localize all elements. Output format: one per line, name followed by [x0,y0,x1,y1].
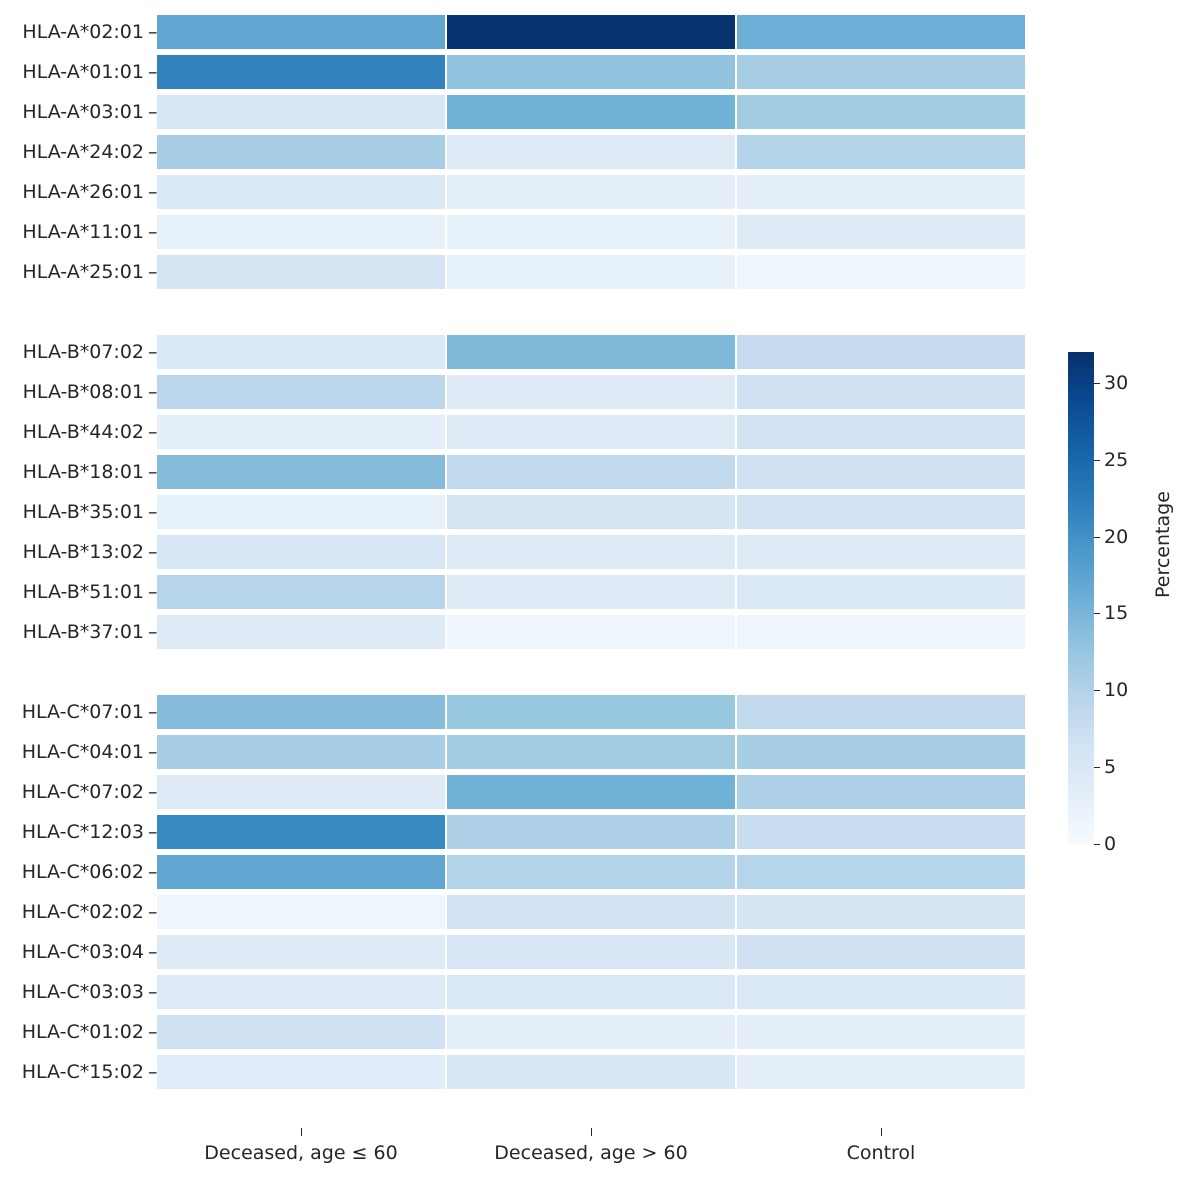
heatmap-cell [157,135,445,169]
y-axis-tick-label: HLA-A*02:01 [22,21,144,43]
y-axis-tick-mark: – [148,420,158,443]
heatmap-cell [737,735,1025,769]
heatmap-cell [447,55,735,89]
heatmap-row-cells [156,812,1060,852]
heatmap-cell [157,935,445,969]
heatmap-row [0,252,1060,292]
heatmap-cell [157,695,445,729]
heatmap-cell [157,95,445,129]
heatmap-cell [157,335,445,369]
y-axis-tick-label: HLA-A*01:01 [22,61,144,83]
y-axis-tick-mark: – [148,900,158,923]
colorbar-tick-mark [1094,383,1100,384]
heatmap-cell [157,175,445,209]
colorbar-tick-label: 25 [1104,448,1129,471]
heatmap-row [0,492,1060,532]
y-axis-tick-label: HLA-A*03:01 [22,101,144,123]
heatmap-cell [447,1055,735,1089]
y-axis-tick-mark: – [148,100,158,123]
heatmap-cell [157,255,445,289]
heatmap-cell [737,15,1025,49]
y-axis-tick-mark: – [148,220,158,243]
heatmap-cell [447,735,735,769]
heatmap-row [0,372,1060,412]
colorbar-tick-label: 10 [1104,679,1129,702]
heatmap-cell [157,215,445,249]
y-axis-tick-label: HLA-C*15:02 [21,1061,144,1083]
heatmap-cell [447,455,735,489]
heatmap-cell [447,695,735,729]
heatmap-row-cells [156,412,1060,452]
y-axis-tick-mark: – [148,60,158,83]
heatmap-cell [737,495,1025,529]
y-axis-tick-mark: – [148,460,158,483]
heatmap-cell [157,615,445,649]
heatmap-cell [447,775,735,809]
heatmap-row-cells [156,332,1060,372]
colorbar-tick-mark [1094,690,1100,691]
heatmap-row-cells [156,732,1060,772]
heatmap-row [0,932,1060,972]
heatmap-row-cells [156,692,1060,732]
heatmap-row-cells [156,572,1060,612]
heatmap-row-cells [156,1012,1060,1052]
heatmap-cell [157,535,445,569]
heatmap-row [0,12,1060,52]
heatmap-cell [737,1015,1025,1049]
heatmap-row [0,972,1060,1012]
heatmap-cell [157,1055,445,1089]
heatmap-row [0,572,1060,612]
heatmap-row [0,812,1060,852]
heatmap-row-cells [156,652,1060,692]
y-axis-tick-label: HLA-C*07:02 [21,781,144,803]
heatmap-cell [737,55,1025,89]
heatmap-cell [157,575,445,609]
heatmap-cell [447,255,735,289]
heatmap-cell [737,575,1025,609]
heatmap-cell [157,375,445,409]
heatmap-row [0,692,1060,732]
x-axis-tick-mark [881,1128,882,1136]
heatmap-cell [737,455,1025,489]
y-axis-tick-mark: – [148,140,158,163]
heatmap-cell [737,335,1025,369]
y-axis-tick-label: HLA-A*26:01 [22,181,144,203]
heatmap-row [0,132,1060,172]
heatmap-cell [447,855,735,889]
heatmap-cell [447,95,735,129]
heatmap-cell [157,415,445,449]
y-axis-tick-mark: – [148,580,158,603]
y-axis-tick-label: HLA-C*03:03 [21,981,144,1003]
heatmap-cell [447,935,735,969]
heatmap-cell [737,375,1025,409]
y-axis-tick-mark: – [148,540,158,563]
heatmap-cell [447,1015,735,1049]
y-axis-tick-mark: – [148,780,158,803]
y-axis-tick-label: HLA-C*03:04 [21,941,144,963]
x-axis-tick-label: Deceased, age ≤ 60 [204,1142,398,1164]
y-axis-tick-label: HLA-C*12:03 [21,821,144,843]
heatmap-cell [157,495,445,529]
y-axis-tick-label: HLA-B*44:02 [22,421,144,443]
colorbar-tick-label: 20 [1104,525,1129,548]
heatmap-row [0,852,1060,892]
y-axis-tick-label: HLA-B*35:01 [22,501,144,523]
heatmap-cell [157,55,445,89]
y-axis-tick-label: HLA-B*13:02 [22,541,144,563]
y-axis-tick-mark: – [148,820,158,843]
y-axis-tick-label: HLA-A*25:01 [22,261,144,283]
y-axis-tick-mark: – [148,260,158,283]
y-axis-tick-label: HLA-B*37:01 [22,621,144,643]
y-axis-tick-label: HLA-B*51:01 [22,581,144,603]
y-axis-tick-label: HLA-C*02:02 [21,901,144,923]
heatmap-row [0,412,1060,452]
heatmap-row [0,52,1060,92]
y-axis-tick-mark: – [148,20,158,43]
y-axis-tick-label: HLA-B*08:01 [22,381,144,403]
y-axis-tick-mark: – [148,1060,158,1083]
heatmap-cell [447,175,735,209]
heatmap-cell [737,415,1025,449]
heatmap-cell [737,615,1025,649]
heatmap-row-cells [156,372,1060,412]
heatmap-cell [157,15,445,49]
heatmap-cell [447,495,735,529]
heatmap-row [0,772,1060,812]
heatmap-cell-empty [447,655,735,689]
y-axis-tick-mark: – [148,740,158,763]
heatmap-cell [157,455,445,489]
colorbar-tick-label: 0 [1104,833,1117,855]
heatmap-cell [737,695,1025,729]
heatmap-row [0,92,1060,132]
colorbar-gradient [1068,352,1094,844]
x-axis [156,1128,1036,1188]
heatmap-row [0,612,1060,652]
heatmap-row-cells [156,772,1060,812]
heatmap-cell [737,1055,1025,1089]
heatmap-row [0,172,1060,212]
x-axis-tick-label: Control [846,1142,916,1164]
heatmap-cell [737,95,1025,129]
heatmap-cell [447,575,735,609]
heatmap-row-cells [156,492,1060,532]
y-axis-tick-mark: – [148,500,158,523]
colorbar-tick-mark [1094,613,1100,614]
heatmap-row-cells [156,292,1060,332]
heatmap-cell [447,895,735,929]
heatmap-row-cells [156,532,1060,572]
heatmap-cell [447,535,735,569]
heatmap-row-cells [156,452,1060,492]
heatmap-row [0,532,1060,572]
heatmap-cell-empty [737,655,1025,689]
colorbar-axis-label: Percentage [1152,491,1174,598]
x-axis-tick-mark [301,1128,302,1136]
heatmap-cell [447,615,735,649]
y-axis-tick-label: HLA-A*24:02 [22,141,144,163]
y-axis-tick-label: HLA-B*18:01 [22,461,144,483]
heatmap-row-cells [156,892,1060,932]
colorbar-tick-label: 30 [1104,371,1129,394]
y-axis-tick-label: HLA-C*04:01 [21,741,144,763]
colorbar-tick-mark [1094,537,1100,538]
heatmap-cell [737,935,1025,969]
heatmap-cell-empty [157,655,445,689]
heatmap-row-cells [156,172,1060,212]
heatmap-cell [447,415,735,449]
heatmap-cell-empty [737,295,1025,329]
y-axis-tick-label: HLA-C*06:02 [21,861,144,883]
heatmap-cell [157,975,445,1009]
heatmap-cell [447,15,735,49]
heatmap-row-cells [156,92,1060,132]
heatmap-row-cells [156,972,1060,1012]
heatmap-cell [157,815,445,849]
heatmap-cell [157,775,445,809]
heatmap-row-cells [156,12,1060,52]
heatmap-cell [737,815,1025,849]
heatmap-row-cells [156,612,1060,652]
heatmap-row-cells [156,212,1060,252]
colorbar-tick-mark [1094,460,1100,461]
y-axis-tick-mark: – [148,180,158,203]
y-axis-tick-label: HLA-B*07:02 [22,341,144,363]
heatmap-cell [447,815,735,849]
heatmap-row [0,452,1060,492]
heatmap-row-cells [156,252,1060,292]
heatmap-cell [157,855,445,889]
y-axis-tick-mark: – [148,340,158,363]
y-axis-tick-mark: – [148,860,158,883]
y-axis-tick-mark: – [148,1020,158,1043]
y-axis-tick-label: HLA-C*07:01 [21,701,144,723]
heatmap-row [0,332,1060,372]
heatmap-spacer-row [0,292,1060,332]
colorbar-tick-label: 15 [1104,602,1129,625]
heatmap-cell [447,335,735,369]
heatmap-row-cells [156,932,1060,972]
heatmap-row [0,1052,1060,1092]
heatmap-cell [737,175,1025,209]
x-axis-tick-label: Deceased, age > 60 [494,1142,688,1164]
heatmap-row [0,1012,1060,1052]
y-axis-tick-mark: – [148,700,158,723]
heatmap-cell-empty [157,295,445,329]
heatmap-cell [447,975,735,1009]
heatmap-cell-empty [447,295,735,329]
heatmap-cell [157,735,445,769]
colorbar-tick-label: 5 [1104,756,1117,779]
heatmap-cell [737,255,1025,289]
heatmap-row-cells [156,132,1060,172]
y-axis-tick-label: HLA-A*11:01 [22,221,144,243]
heatmap-row-cells [156,1052,1060,1092]
heatmap-cell [737,895,1025,929]
y-axis-tick-mark: – [148,620,158,643]
y-axis-tick-mark: – [148,380,158,403]
heatmap-spacer-row [0,652,1060,692]
heatmap-row-cells [156,52,1060,92]
heatmap-cell [737,975,1025,1009]
y-axis-tick-label: HLA-C*01:02 [21,1021,144,1043]
heatmap-cell [737,855,1025,889]
heatmap-row [0,892,1060,932]
heatmap-row [0,212,1060,252]
colorbar-tick-mark [1094,844,1100,845]
heatmap-cell [447,135,735,169]
heatmap-row [0,732,1060,772]
heatmap-cell [737,535,1025,569]
heatmap-row-cells [156,852,1060,892]
heatmap-cell [737,775,1025,809]
colorbar-tick-mark [1094,767,1100,768]
heatmap-cell [447,215,735,249]
heatmap-cell [157,1015,445,1049]
heatmap-cell [157,895,445,929]
y-axis-tick-mark: – [148,940,158,963]
x-axis-tick-mark [591,1128,592,1136]
heatmap-cell [447,375,735,409]
y-axis-tick-mark: – [148,980,158,1003]
heatmap-cell [737,215,1025,249]
heatmap-cell [737,135,1025,169]
